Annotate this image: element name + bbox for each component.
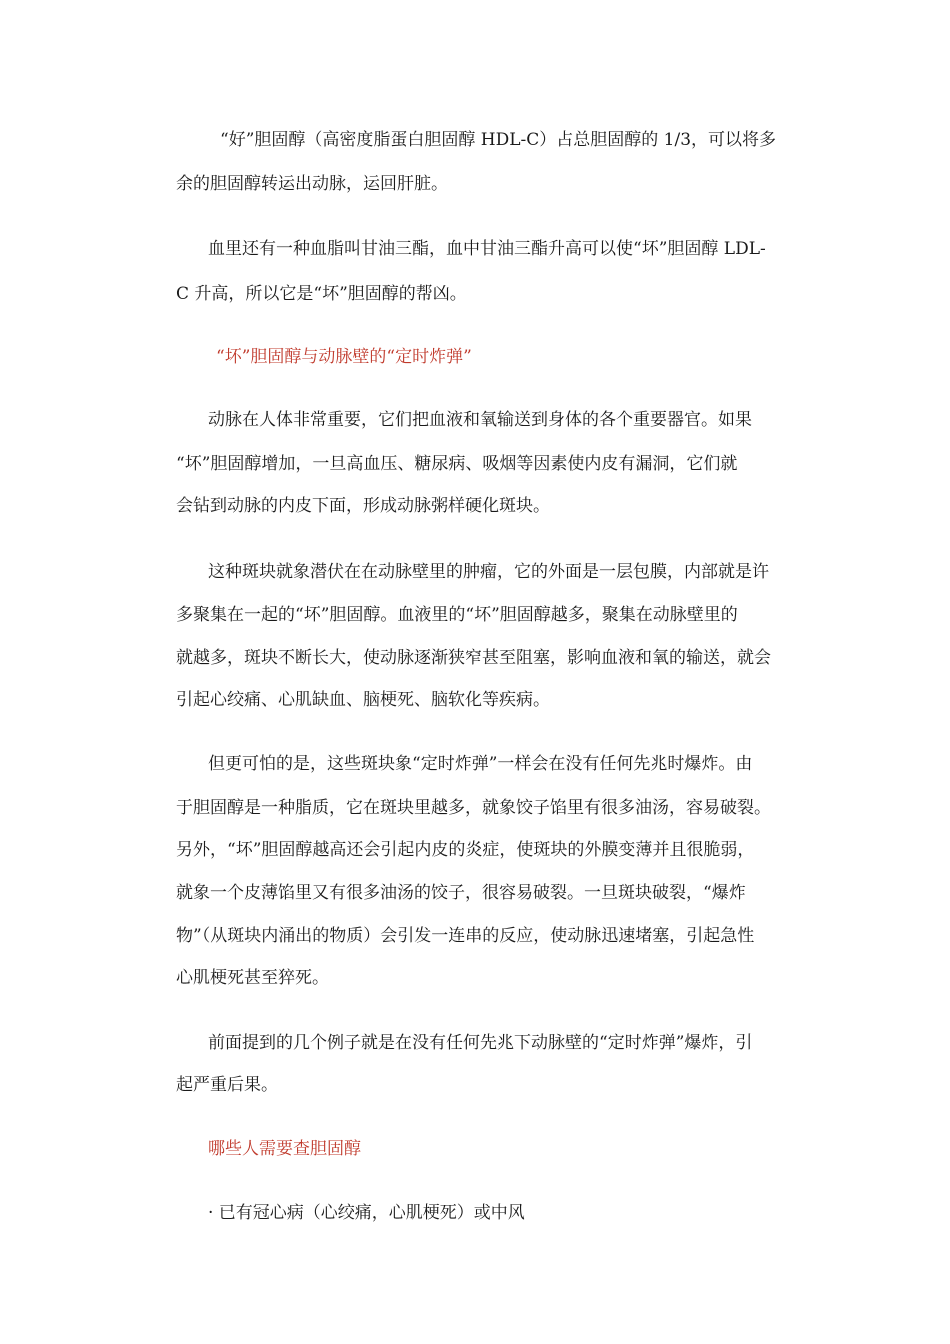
paragraph-4-line-2: 多聚集在一起的“坏”胆固醇。血液里的“坏”胆固醇越多，聚集在动脉壁里的 xyxy=(176,605,738,625)
paragraph-5-line-6: 心肌梗死甚至猝死。 xyxy=(176,968,329,988)
paragraph-5-line-3: 另外，“坏”胆固醇越高还会引起内皮的炎症，使斑块的外膜变薄并且很脆弱， xyxy=(176,840,755,860)
paragraph-5-line-4: 就象一个皮薄馅里又有很多油汤的饺子，很容易破裂。一旦斑块破裂，“爆炸 xyxy=(176,883,746,903)
paragraph-5-line-5: 物”（从斑块内涌出的物质）会引发一连串的反应，使动脉迅速堵塞，引起急性 xyxy=(176,926,755,946)
paragraph-1-line-1: “好”胆固醇（高密度脂蛋白胆固醇 HDL-C）占总胆固醇的 1/3，可以将多 xyxy=(220,130,777,150)
paragraph-4-line-4: 引起心绞痛、心肌缺血、脑梗死、脑软化等疾病。 xyxy=(176,690,550,710)
paragraph-2-line-2: C 升高，所以它是“坏”胆固醇的帮凶。 xyxy=(176,284,467,304)
paragraph-6-line-2: 起严重后果。 xyxy=(176,1075,278,1095)
section-heading-who-should-check: 哪些人需要查胆固醇 xyxy=(208,1139,361,1159)
paragraph-5-line-2: 于胆固醇是一种脂质，它在斑块里越多，就象饺子馅里有很多油汤，容易破裂。 xyxy=(176,798,771,818)
paragraph-6-line-1: 前面提到的几个例子就是在没有任何先兆下动脉壁的“定时炸弹”爆炸，引 xyxy=(208,1033,753,1053)
paragraph-1-line-2: 余的胆固醇转运出动脉，运回肝脏。 xyxy=(176,174,448,194)
paragraph-5-line-1: 但更可怕的是，这些斑块象“定时炸弹”一样会在没有任何先兆时爆炸。由 xyxy=(208,754,753,774)
paragraph-3-line-1: 动脉在人体非常重要，它们把血液和氧输送到身体的各个重要器官。如果 xyxy=(208,410,752,430)
paragraph-4-line-3: 就越多，斑块不断长大，使动脉逐渐狭窄甚至阻塞，影响血液和氧的输送，就会 xyxy=(176,648,771,668)
bullet-item-1: · 已有冠心病（心绞痛，心肌梗死）或中风 xyxy=(208,1203,525,1223)
paragraph-4-line-1: 这种斑块就象潜伏在在动脉壁里的肿瘤，它的外面是一层包膜，内部就是许 xyxy=(208,562,769,582)
paragraph-2-line-1: 血里还有一种血脂叫甘油三酯，血中甘油三酯升高可以使“坏”胆固醇 LDL- xyxy=(208,239,766,259)
section-heading-time-bomb: “坏”胆固醇与动脉壁的“定时炸弹” xyxy=(216,347,472,367)
paragraph-3-line-2: “坏”胆固醇增加，一旦高血压、糖尿病、吸烟等因素使内皮有漏洞，它们就 xyxy=(176,454,738,474)
paragraph-3-line-3: 会钻到动脉的内皮下面，形成动脉粥样硬化斑块。 xyxy=(176,496,550,516)
